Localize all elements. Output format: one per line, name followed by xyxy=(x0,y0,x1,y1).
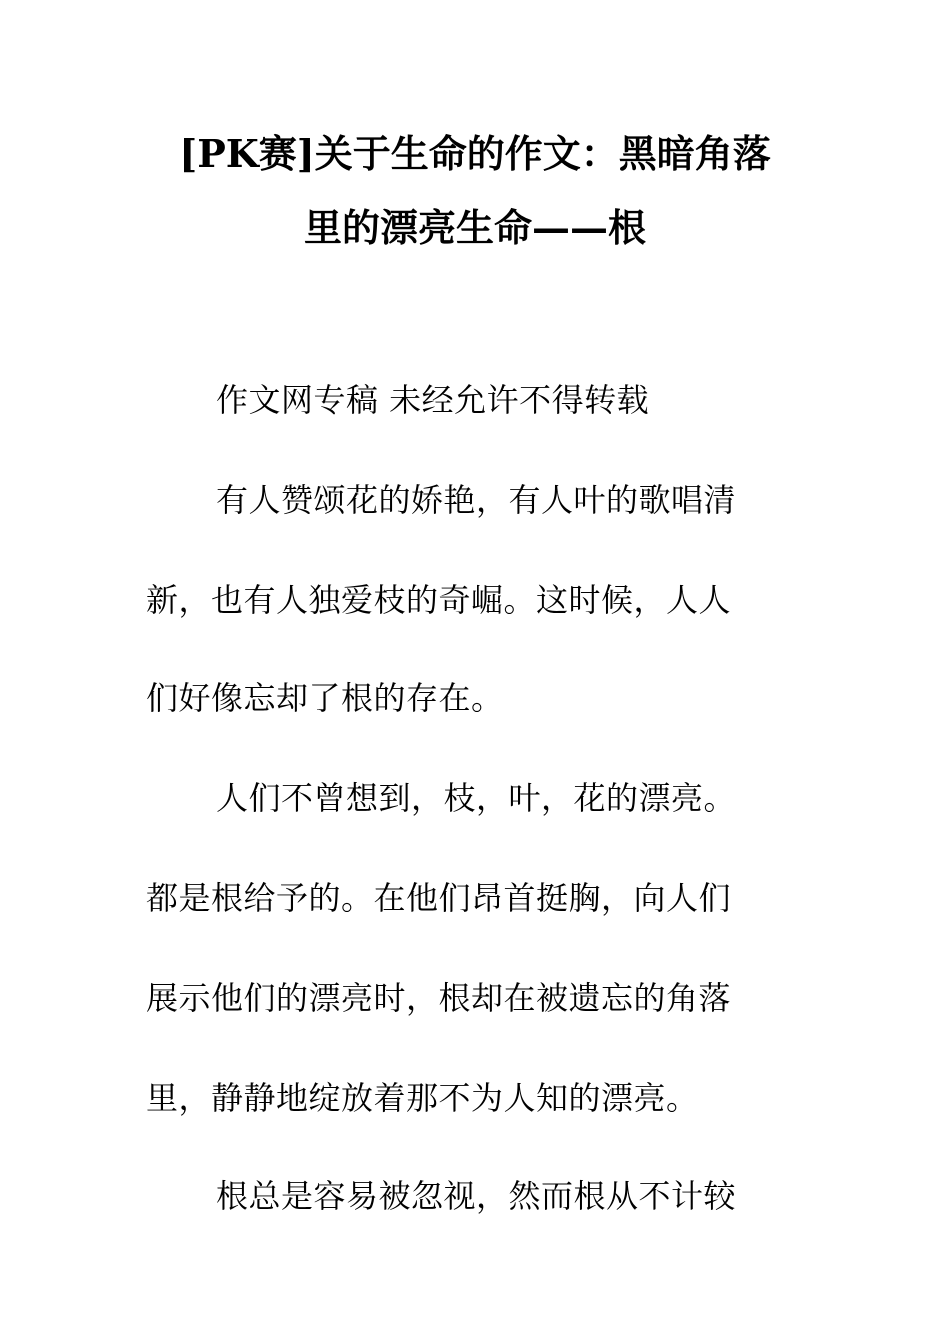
body-line-7: 展示他们的漂亮时，根却在被遗忘的角落 xyxy=(146,979,732,1017)
body-line-1: 作文网专稿 未经允许不得转载 xyxy=(216,381,650,419)
title-line-2: 里的漂亮生命——根 xyxy=(303,205,646,250)
body-line-2: 有人赞颂花的娇艳，有人叶的歌唱清 xyxy=(216,481,737,519)
body-line-5: 人们不曾想到，枝，叶，花的漂亮。 xyxy=(216,779,737,817)
body-line-8: 里，静静地绽放着那不为人知的漂亮。 xyxy=(146,1079,699,1117)
body-line-3: 新，也有人独爱枝的奇崛。这时候，人人 xyxy=(146,581,732,619)
title-line-1: [PK赛]关于生命的作文：黑暗角落 xyxy=(179,131,771,176)
body-line-4: 们好像忘却了根的存在。 xyxy=(146,679,504,717)
body-line-6: 都是根给予的。在他们昂首挺胸，向人们 xyxy=(146,879,732,917)
body-line-9: 根总是容易被忽视，然而根从不计较 xyxy=(216,1177,737,1215)
